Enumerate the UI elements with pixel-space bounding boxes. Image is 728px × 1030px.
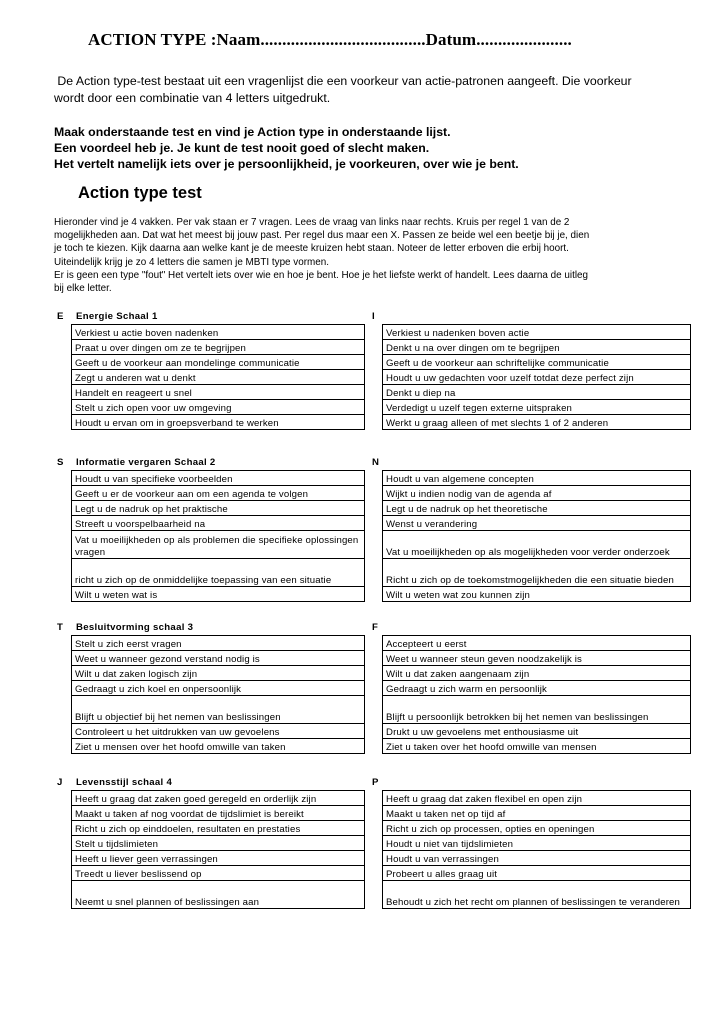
table-row bbox=[72, 325, 691, 340]
section-right-letter: N bbox=[372, 457, 380, 468]
column-gap bbox=[365, 806, 383, 821]
section-jp bbox=[54, 776, 694, 909]
option-left[interactable]: Handelt en reageert u snel bbox=[72, 385, 365, 400]
option-right[interactable]: Drukt u uw gevoelens met enthousiasme uit bbox=[383, 724, 691, 739]
section-left-letter: E bbox=[57, 311, 64, 322]
column-gap bbox=[365, 400, 383, 415]
section-title: Informatie vergaren Schaal 2 bbox=[76, 457, 216, 468]
option-left[interactable]: Wilt u weten wat is bbox=[72, 587, 365, 602]
option-right[interactable]: Denkt u na over dingen om te begrijpen bbox=[383, 340, 691, 355]
option-left[interactable]: Stelt u zich eerst vragen bbox=[72, 636, 365, 651]
table-row bbox=[72, 415, 691, 430]
bold-line-2: Een voordeel heb je. Je kunt de test nooit goed of slecht maken. bbox=[54, 141, 430, 155]
section-header bbox=[54, 456, 694, 470]
table-row bbox=[72, 471, 691, 486]
table-row bbox=[72, 851, 691, 866]
question-table bbox=[71, 324, 691, 430]
table-row bbox=[72, 881, 691, 909]
intro-paragraph bbox=[54, 73, 686, 107]
column-gap bbox=[365, 866, 383, 881]
column-gap bbox=[365, 651, 383, 666]
option-right[interactable]: Houdt u uw gedachten voor uzelf totdat deze perfect zijn bbox=[383, 370, 691, 385]
table-row bbox=[72, 806, 691, 821]
option-right[interactable]: Werkt u graag alleen of met slechts 1 of 2 anderen bbox=[383, 415, 691, 430]
column-gap bbox=[365, 471, 383, 486]
table-row bbox=[72, 696, 691, 724]
column-gap bbox=[365, 636, 383, 651]
option-right[interactable]: Wenst u verandering bbox=[383, 516, 691, 531]
option-right[interactable]: Richt u zich op processen, opties en openingen bbox=[383, 821, 691, 836]
table-row bbox=[72, 370, 691, 385]
section-right-letter: I bbox=[372, 311, 375, 322]
column-gap bbox=[365, 821, 383, 836]
table-row bbox=[72, 636, 691, 651]
instruction-line: bij elke letter. bbox=[54, 283, 112, 295]
table-row bbox=[72, 340, 691, 355]
option-left[interactable]: Ziet u mensen over het hoofd omwille van taken bbox=[72, 739, 365, 754]
column-gap bbox=[365, 355, 383, 370]
column-gap bbox=[365, 666, 383, 681]
column-gap bbox=[365, 851, 383, 866]
option-left[interactable]: Praat u over dingen om ze te begrijpen bbox=[72, 340, 365, 355]
option-right[interactable]: Ziet u taken over het hoofd omwille van mensen bbox=[383, 739, 691, 754]
column-gap bbox=[365, 370, 383, 385]
option-right[interactable]: Geeft u de voorkeur aan schriftelijke communicatie bbox=[383, 355, 691, 370]
option-right[interactable]: Richt u zich op de toekomstmogelijkheden die een situatie bieden bbox=[383, 559, 691, 587]
question-table bbox=[71, 790, 691, 909]
column-gap bbox=[365, 385, 383, 400]
section-sn bbox=[54, 456, 694, 602]
option-left[interactable]: Geeft u de voorkeur aan mondelinge communicatie bbox=[72, 355, 365, 370]
option-left[interactable]: Richt u zich op einddoelen, resultaten en prestaties bbox=[72, 821, 365, 836]
option-left[interactable]: richt u zich op de onmiddelijke toepassing van een situatie bbox=[72, 559, 365, 587]
instruction-line: Hieronder vind je 4 vakken. Per vak staan er 7 vragen. Lees de vraag van links naar rechts. Kruis per regel 1 van de 2 bbox=[54, 217, 570, 228]
column-gap bbox=[365, 559, 383, 587]
option-right[interactable]: Houdt u niet van tijdslimieten bbox=[383, 836, 691, 851]
table-row bbox=[72, 739, 691, 754]
option-left[interactable]: Houdt u ervan om in groepsverband te werken bbox=[72, 415, 365, 430]
option-left[interactable]: Heeft u liever geen verrassingen bbox=[72, 851, 365, 866]
table-row bbox=[72, 516, 691, 531]
option-left[interactable]: Blijft u objectief bij het nemen van beslissingen bbox=[72, 696, 365, 724]
option-right[interactable]: Vat u moeilijkheden op als mogelijkheden voor verder onderzoek bbox=[383, 531, 691, 559]
option-left[interactable]: Streeft u voorspelbaarheid na bbox=[72, 516, 365, 531]
option-right[interactable]: Wilt u weten wat zou kunnen zijn bbox=[383, 587, 691, 602]
page-title: ACTION TYPE :Naam......................................Datum...................... bbox=[88, 30, 572, 49]
bold-line-1: Maak onderstaande test en vind je Action type in onderstaande lijst. bbox=[54, 125, 451, 139]
section-left-letter: T bbox=[57, 622, 64, 633]
option-left[interactable]: Gedraagt u zich koel en onpersoonlijk bbox=[72, 681, 365, 696]
option-left[interactable]: Heeft u graag dat zaken goed geregeld en orderlijk zijn bbox=[72, 791, 365, 806]
column-gap bbox=[365, 587, 383, 602]
bold-instructions bbox=[54, 124, 694, 172]
option-right[interactable]: Behoudt u zich het recht om plannen of beslissingen te veranderen bbox=[383, 881, 691, 909]
option-right[interactable]: Maakt u taken net op tijd af bbox=[383, 806, 691, 821]
table-row bbox=[72, 385, 691, 400]
section-right-letter: F bbox=[372, 622, 379, 633]
column-gap bbox=[365, 881, 383, 909]
section-header bbox=[54, 621, 694, 635]
option-right[interactable]: Houdt u van algemene concepten bbox=[383, 471, 691, 486]
option-left[interactable]: Weet u wanneer gezond verstand nodig is bbox=[72, 651, 365, 666]
option-right[interactable]: Probeert u alles graag uit bbox=[383, 866, 691, 881]
section-header bbox=[54, 776, 694, 790]
option-left[interactable]: Stelt u tijdslimieten bbox=[72, 836, 365, 851]
question-table bbox=[71, 635, 691, 754]
option-left[interactable]: Zegt u anderen wat u denkt bbox=[72, 370, 365, 385]
option-right[interactable]: Accepteert u eerst bbox=[383, 636, 691, 651]
section-ei bbox=[54, 310, 694, 430]
test-instructions bbox=[54, 216, 694, 295]
column-gap bbox=[365, 501, 383, 516]
column-gap bbox=[365, 739, 383, 754]
option-left[interactable]: Vat u moeilijkheden op als problemen die specifieke oplossingen vragen bbox=[72, 531, 365, 559]
option-right[interactable]: Weet u wanneer steun geven noodzakelijk is bbox=[383, 651, 691, 666]
option-left[interactable]: Treedt u liever beslissend op bbox=[72, 866, 365, 881]
table-row bbox=[72, 791, 691, 806]
table-row bbox=[72, 681, 691, 696]
option-left[interactable]: Wilt u dat zaken logisch zijn bbox=[72, 666, 365, 681]
option-right[interactable]: Verdedigt u uzelf tegen externe uitspraken bbox=[383, 400, 691, 415]
instruction-line: mogelijkheden aan. Dat wat het meest bij jouw past. Per regel dus maar een X. Passen ze beide wel een beetje bij je, dien bbox=[54, 230, 590, 242]
option-left[interactable]: Maakt u taken af nog voordat de tijdslimiet is bereikt bbox=[72, 806, 365, 821]
table-row bbox=[72, 587, 691, 602]
option-left[interactable]: Geeft u er de voorkeur aan om een agenda te volgen bbox=[72, 486, 365, 501]
table-row bbox=[72, 400, 691, 415]
intro-line-2: wordt door een combinatie van 4 letters uitgedrukt. bbox=[54, 91, 331, 105]
option-right[interactable]: Heeft u graag dat zaken flexibel en open zijn bbox=[383, 791, 691, 806]
option-left[interactable]: Verkiest u actie boven nadenken bbox=[72, 325, 365, 340]
option-right[interactable]: Denkt u diep na bbox=[383, 385, 691, 400]
section-tf bbox=[54, 621, 694, 754]
column-gap bbox=[365, 531, 383, 559]
option-right[interactable]: Wijkt u indien nodig van de agenda af bbox=[383, 486, 691, 501]
column-gap bbox=[365, 486, 383, 501]
option-right[interactable]: Wilt u dat zaken aangenaam zijn bbox=[383, 666, 691, 681]
instruction-line: Er is geen een type "fout" Het vertelt iets over wie en hoe je bent. Hoe je het liefste werkt of handelt. Lees daarna de uitleg bbox=[54, 269, 588, 281]
table-row bbox=[72, 486, 691, 501]
option-left[interactable]: Stelt u zich open voor uw omgeving bbox=[72, 400, 365, 415]
table-row bbox=[72, 836, 691, 851]
column-gap bbox=[365, 325, 383, 340]
section-right-letter: P bbox=[372, 777, 379, 788]
column-gap bbox=[365, 724, 383, 739]
column-gap bbox=[365, 696, 383, 724]
intro-line-1: De Action type-test bestaat uit een vragenlijst die een voorkeur van actie-patronen aangeeft. Die voorkeur bbox=[54, 74, 632, 88]
table-row bbox=[72, 821, 691, 836]
option-right[interactable]: Verkiest u nadenken boven actie bbox=[383, 325, 691, 340]
option-left[interactable]: Houdt u van specifieke voorbeelden bbox=[72, 471, 365, 486]
test-subtitle: Action type test bbox=[78, 184, 202, 202]
column-gap bbox=[365, 516, 383, 531]
column-gap bbox=[365, 791, 383, 806]
option-right[interactable]: Legt u de nadruk op het theoretische bbox=[383, 501, 691, 516]
table-row bbox=[72, 559, 691, 587]
section-title: Energie Schaal 1 bbox=[76, 311, 158, 322]
section-title: Levensstijl schaal 4 bbox=[76, 777, 173, 788]
section-left-letter: J bbox=[57, 777, 63, 788]
section-left-letter: S bbox=[57, 457, 64, 468]
instruction-line: je toch te kiezen. Kijk daarna aan welke kant je de meeste kruizen hebt staan. Noteer de letter erboven die erbij hoort. bbox=[54, 243, 569, 255]
column-gap bbox=[365, 681, 383, 696]
table-row bbox=[72, 724, 691, 739]
table-row bbox=[72, 355, 691, 370]
option-left[interactable]: Controleert u het uitdrukken van uw gevoelens bbox=[72, 724, 365, 739]
section-header bbox=[54, 310, 694, 324]
option-right[interactable]: Gedraagt u zich warm en persoonlijk bbox=[383, 681, 691, 696]
section-title: Besluitvorming schaal 3 bbox=[76, 622, 194, 633]
column-gap bbox=[365, 340, 383, 355]
bold-line-3: Het vertelt namelijk iets over je persoonlijkheid, je voorkeuren, over wie je bent. bbox=[54, 157, 519, 171]
option-right[interactable]: Blijft u persoonlijk betrokken bij het nemen van beslissingen bbox=[383, 696, 691, 724]
option-left[interactable]: Neemt u snel plannen of beslissingen aan bbox=[72, 881, 365, 909]
option-left[interactable]: Legt u de nadruk op het praktische bbox=[72, 501, 365, 516]
table-row bbox=[72, 651, 691, 666]
column-gap bbox=[365, 415, 383, 430]
table-row bbox=[72, 666, 691, 681]
question-table bbox=[71, 470, 691, 602]
table-row bbox=[72, 501, 691, 516]
table-row bbox=[72, 866, 691, 881]
table-row bbox=[72, 531, 691, 559]
option-right[interactable]: Houdt u van verrassingen bbox=[383, 851, 691, 866]
instruction-line: Uiteindelijk krijg je zo 4 letters die samen je MBTI type vormen. bbox=[54, 256, 329, 268]
column-gap bbox=[365, 836, 383, 851]
